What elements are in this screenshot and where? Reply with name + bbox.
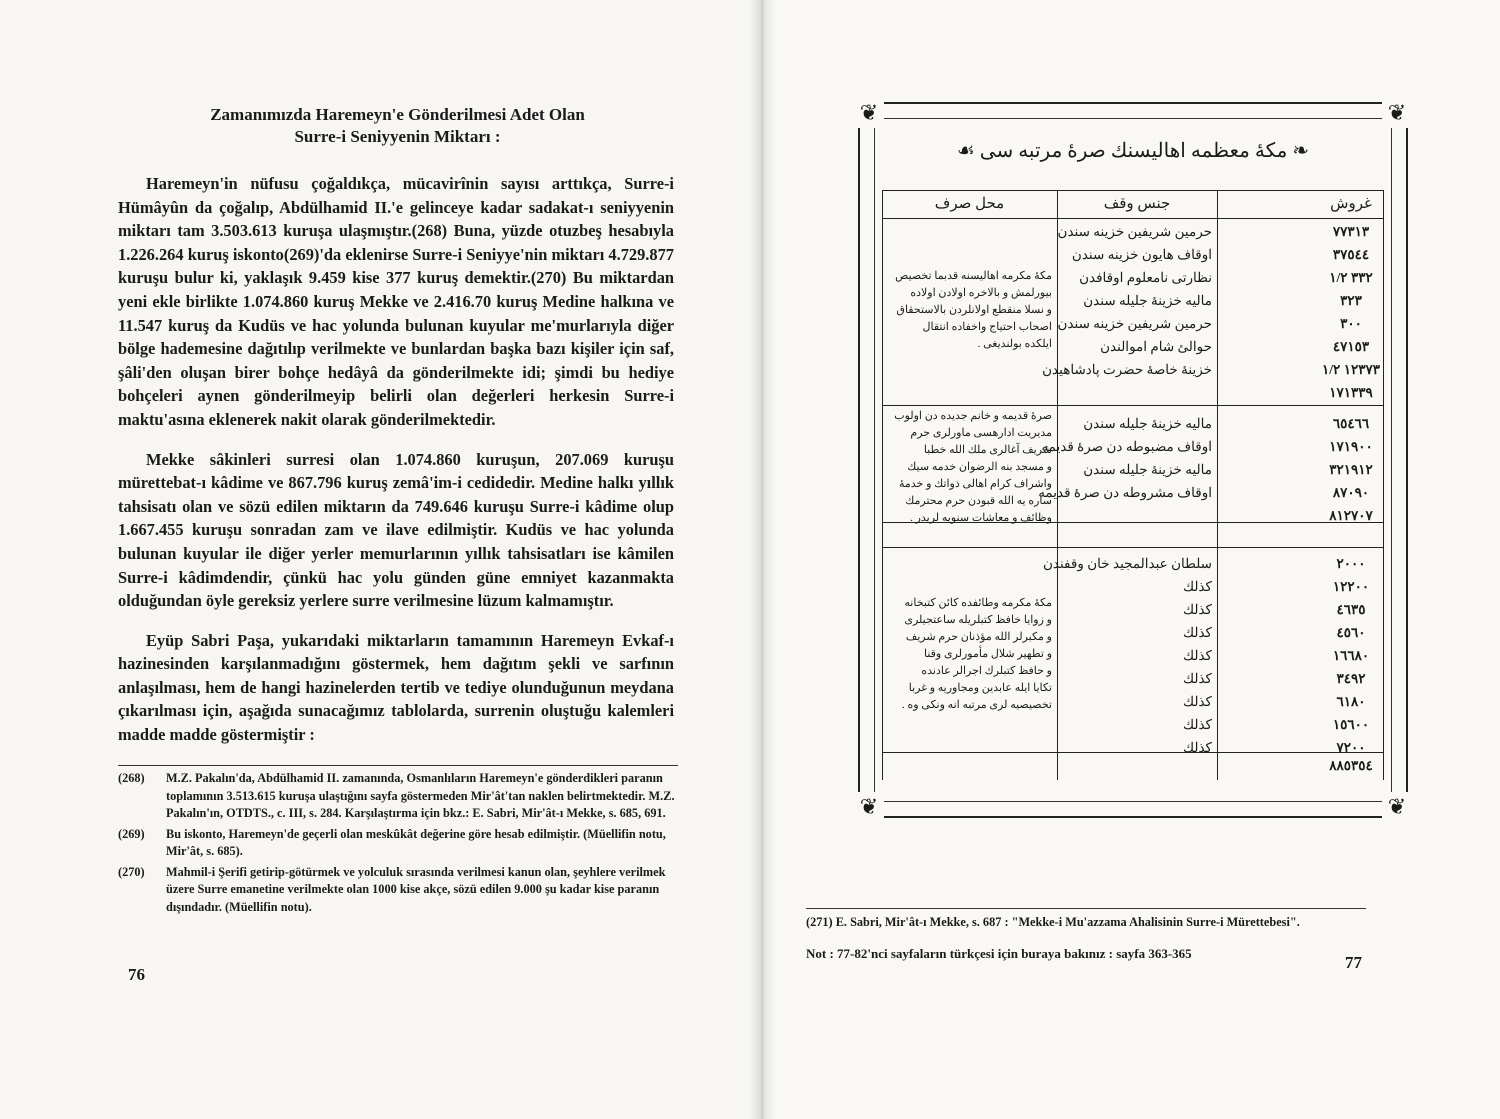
footnote-text: E. Sabri, Mir'ât-ı Mekke, s. 687 : "Mekke-i Mu'azzama Ahalisinin Surre-i Mürettebesi". — [835, 915, 1300, 929]
footnote-text: Mahmil-i Şerifi getirip-götürmek ve yolculuk sırasında verilmesi kanun olan, şeyhlere verilmek üzere Surre emanetine verilmekte olan 1000 kise akçe, sözü edilen 9.000 şu kadar kise paranın dışındadır. (Müellifin notu). — [166, 864, 666, 914]
col-header-description: محل صرف — [934, 196, 1005, 212]
heading-line-2: Surre-i Seniyyenin Miktarı : — [294, 127, 501, 146]
group3-amounts: ٢٠٠٠ ١٢٢٠٠ ٤٦٣٥ ٤٥٦٠ ١٦٦٨٠ ٣٤٩٢ ٦١٨٠ ١٥٦٠٠ ٧٢٠٠ — [1332, 556, 1370, 755]
col-header-source: جنس وقف — [1103, 196, 1171, 212]
group2-description: صرۀ قديمه و خانم جديده دن اولوب مديريت ادارهسى ماورلرى حرم شريف آغالرى ملك الله خطبا و مسجد بنه الرضوان خدمه سيك واشراف كرام اهالى ذواتك و خدمۀ ساره يه الله قبودن حرم محترمك وظائف و معاشات سنويه لريدر . — [894, 410, 1052, 524]
group1-sources: حرمين شريفين خزينه سندن اوقاف هايون خزينه سندن نظارتى نامعلوم اوقافدن ماليه خزينۀ جليله سندن حرمين شريفين خزينه سندن حوالئ شام اموالندن خزينۀ خاصۀ حضرت پادشاهيدن — [1042, 224, 1212, 377]
footnote-divider — [118, 765, 678, 766]
ottoman-table — [858, 102, 1408, 818]
paragraph: Mekke sâkinleri surresi olan 1.074.860 kuruşun, 207.069 kuruşu mürettebat-ı kâdime ve 867.796 kuruş zemâ'im-i cedidedir. Medine halkı yıllık tahsisatı olan ve sözü edilen miktarın da 749.646 kuruşu Surre-i kâdime olup 1.667.455 kuruşu sonradan zam ve ilave edilmiştir. Kudüs ve hac yolunda bulunan kuyular ile diğer yerler memurlarının yıllık tahsisatları ise kâmilen Surre-i kâdimdendir, çünkü hac yolu günden güne emniyet kazanmakta olduğundan öyle gereksiz yerlere surre verilmesine lüzum kalmamıştır. — [118, 449, 674, 611]
group1-description: مكۀ مكرمه اهاليسنه قدبما تخصيص بيورلمش و بالاخره اولادن اولاده و نسلا منقطع اولانلردن بالاستحقاق اصحاب احتياج واخفاده انتقال ايلكده بولنديغى . — [895, 270, 1052, 350]
ornament-corner-icon: ❦ — [854, 98, 884, 128]
footnote-number: (268) — [118, 771, 145, 785]
footnote — [118, 864, 688, 917]
heading-line-1: Zamanımızda Haremeyn'e Gönderilmesi Adet Olan — [210, 105, 585, 124]
footnote-number: (269) — [118, 826, 145, 841]
paragraph: Haremeyn'in nüfusu çoğaldıkça, mücavirînin sayısı arttıkça, Surre-i Hümâyûn da çoğalıp, Abdülhamid II.'e gelinceye kadar sadakat-ı seniyyenin miktarı tam 3.503.613 kuruşa ulaşmıştır.(268) Buna, yüzde otuzbeş hesabıyla 1.226.264 kuruş iskonto(269)'da eklenirse Surre-i Seniyye'nin miktarı 4.729.877 kuruşu bulur ki, yaklaşık 9.459 kise 377 kuruş demektir.(270) Bu miktardan yeni ekle birlikte 1.074.860 kuruş Mekke ve 2.416.70 kuruş Medine halkına ve 11.547 kuruş da Kudüs ve hac yolunda bulunan kuyular me'murlarıyla diğer bölge hademesine dağıtılıp verilmekte ve bunlardan başka bazı kişiler için saf, şâli'den oluşan birer bohçe hedâyâ da gönderilmekte idi; şimdi bu hediye bohçeleri aynen gönderilmeyip belirli olan değerleri herkesin Surre-i maktu'asına eklenerek nakit olarak gönderilmektedir. — [118, 174, 674, 429]
flourish-icon: ❧ — [1287, 140, 1310, 162]
translation-note: Not : 77-82'nci sayfaların türkçesi için buraya bakınız : sayfa 363-365 — [806, 946, 1192, 961]
footnote-text: Bu iskonto, Haremeyn'de geçerli olan meskûkât değerine göre hesab edilmiştir. (Müellifin notu, Mir'ât, s. 685). — [166, 826, 666, 858]
table-grid — [882, 190, 1384, 780]
page-number-right: 77 — [1345, 953, 1362, 972]
body-text — [118, 172, 674, 763]
ornament-corner-icon: ❦ — [854, 792, 884, 822]
group1-amounts: ٧٧٣١٣ ٣٧٥٤٤ ٣٣٢ ١/٢ ٣٢٣ ٣٠٠ ٤٧١٥٣ ١٢٣٧٣ ١/٢ ١٧١٣٣٩ — [1318, 220, 1384, 404]
footnote — [806, 915, 1300, 930]
section-heading — [130, 104, 665, 148]
table-title — [920, 138, 1346, 163]
flourish-icon: ☙ — [956, 140, 980, 162]
group2-sources: ماليه خزينۀ جليله سندن اوقاف مضبوطه دن صرۀ قديمه ماليه خزينۀ جليله سندن اوقاف مشروطه دن صرۀ قديمه — [1038, 416, 1212, 500]
ornament-corner-icon: ❦ — [1382, 792, 1412, 822]
table-title-text: مكۀ معظمه اهاليسنك صرۀ مرتبه سی — [979, 140, 1288, 162]
footnote-number: (270) — [118, 864, 145, 879]
group2-amounts: ٦٥٤٦٦ ١٧١٩٠٠ ٣٢١٩١٢ ٨٧٠٩٠ ٨١٢٧٠٧ — [1318, 412, 1384, 527]
footnote — [118, 770, 688, 823]
group2-subtotal: ٨١٢٧٠٧ — [1329, 508, 1373, 523]
footnote-number: (271) — [806, 915, 833, 929]
right-page — [762, 0, 1500, 1119]
col-header-amount: غروش — [1330, 196, 1372, 212]
footnote-divider — [806, 908, 1366, 909]
group3-sources: سلطان عبدالمجيد خان وقفندن كذلك كذلك كذلك كذلك كذلك كذلك كذلك كذلك — [1042, 556, 1212, 755]
table-total: ٨٨٥٣٥٤ — [1329, 758, 1373, 773]
page-number-left: 76 — [128, 965, 145, 984]
ornament-corner-icon: ❦ — [1382, 98, 1412, 128]
footnotes — [118, 770, 688, 919]
footnote — [118, 826, 688, 861]
group1-subtotal: ١٧١٣٣٩ — [1329, 385, 1373, 400]
footnote-text: M.Z. Pakalın'da, Abdülhamid II. zamanında, Osmanlıların Haremeyn'e gönderdikleri paranın toplamının 3.513.615 kuruşa ulaştığını sayfa göstermeden Mir'ât'tan naklen belirtmektedir. M.Z. Pakalın'ın, OTDTS., c. III, s. 284. Karşılaştırma için bkz.: E. Sabri, Mir'ât-ı Mekke, s. 685, 691. — [166, 771, 675, 820]
group3-description: مكۀ مكرمه وطائفده كائن كتبخانه و زوايا خافظ كتبلريله ساعتجيلرى و مكبرلر الله مؤذنان حرم شريف و تطهير شلال مأمورلرى وقنا و حافظ كتبلرك اجرالر عادنده تكايا ايله عابدين ومجاوريه و غربا تخصيصيه لرى مرتبه انه ونكى وه . — [901, 597, 1052, 711]
paragraph: Eyüp Sabri Paşa, yukarıdaki miktarların tamamının Haremeyn Evkaf-ı hazinesinden karşılanmadığını göstermek, hem dağıtım şekli ve sarfının anlaşılması, hem de hangi hazinelerden tertib ve tediye olunduğunun meydana çıkarılması için, aşağıda sunacağımız tablolarda, surrenin oluştuğu kalemleri madde madde göstermiştir : — [118, 630, 674, 745]
